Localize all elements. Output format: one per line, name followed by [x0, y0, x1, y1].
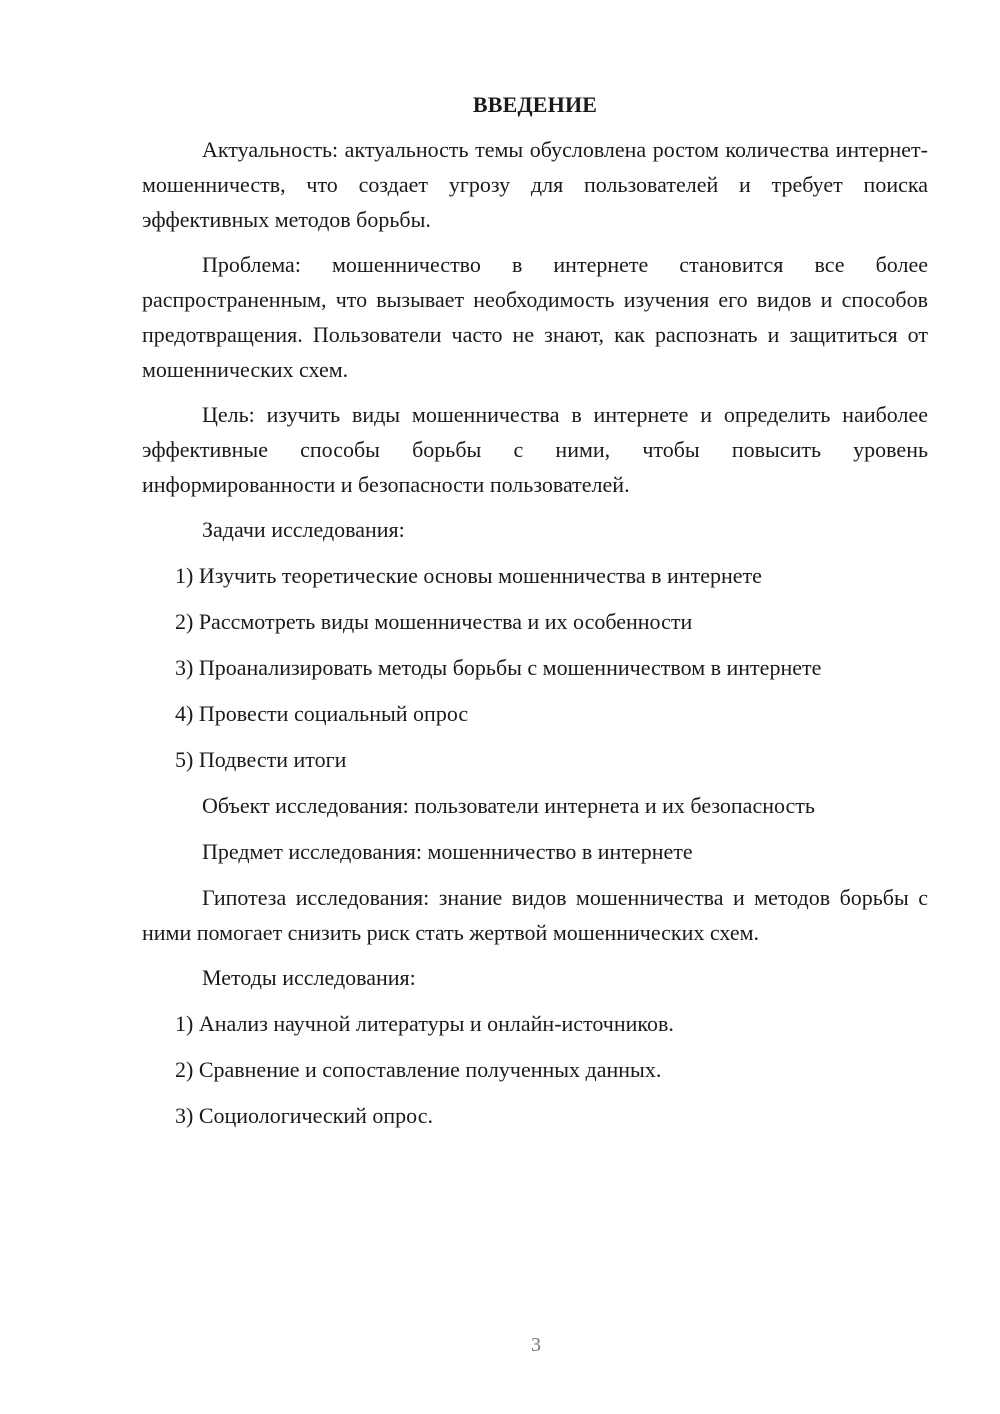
list-item: 5) Подвести итоги	[175, 747, 347, 772]
relevance-paragraph: Актуальность: актуальность темы обусловлена ростом количества интернет-мошенничеств, что создает угрозу для пользователей и требует поиска эффективных методов борьбы.	[142, 137, 928, 232]
methods-list	[142, 1006, 928, 1133]
page-number: 3	[531, 1334, 541, 1356]
list-item: 4) Провести социальный опрос	[175, 701, 469, 726]
list-item: 1) Анализ научной литературы и онлайн-источников.	[175, 1011, 674, 1036]
methods-heading: Методы исследования:	[202, 965, 416, 990]
object-paragraph: Объект исследования: пользователи интернета и их безопасность	[202, 793, 815, 818]
hypothesis-paragraph: Гипотеза исследования: знание видов мошенничества и методов борьбы с ними помогает снизить риск стать жертвой мошеннических схем.	[142, 885, 928, 945]
subject-paragraph: Предмет исследования: мошенничество в интернете	[202, 839, 693, 864]
list-item: 3) Социологический опрос.	[175, 1103, 433, 1128]
list-item: 3) Проанализировать методы борьбы с мошенничеством в интернете	[175, 655, 822, 680]
list-item: 1) Изучить теоретические основы мошенничества в интернете	[175, 563, 762, 588]
tasks-list	[142, 558, 928, 777]
list-item: 2) Сравнение и сопоставление полученных данных.	[175, 1057, 662, 1082]
page-content	[142, 92, 928, 1144]
page-title: ВВЕДЕНИЕ	[472, 92, 598, 117]
problem-paragraph: Проблема: мошенничество в интернете становится все более распространенным, что вызывает необходимость изучения его видов и способов предотвращения. Пользователи часто не знают, как распознать и защититься от мошеннических схем.	[142, 252, 928, 382]
goal-paragraph: Цель: изучить виды мошенничества в интернете и определить наиболее эффективные способы борьбы с ними, чтобы повысить уровень информированности и безопасности пользователей.	[142, 402, 928, 497]
tasks-heading: Задачи исследования:	[202, 517, 405, 542]
list-item: 2) Рассмотреть виды мошенничества и их особенности	[175, 609, 693, 634]
